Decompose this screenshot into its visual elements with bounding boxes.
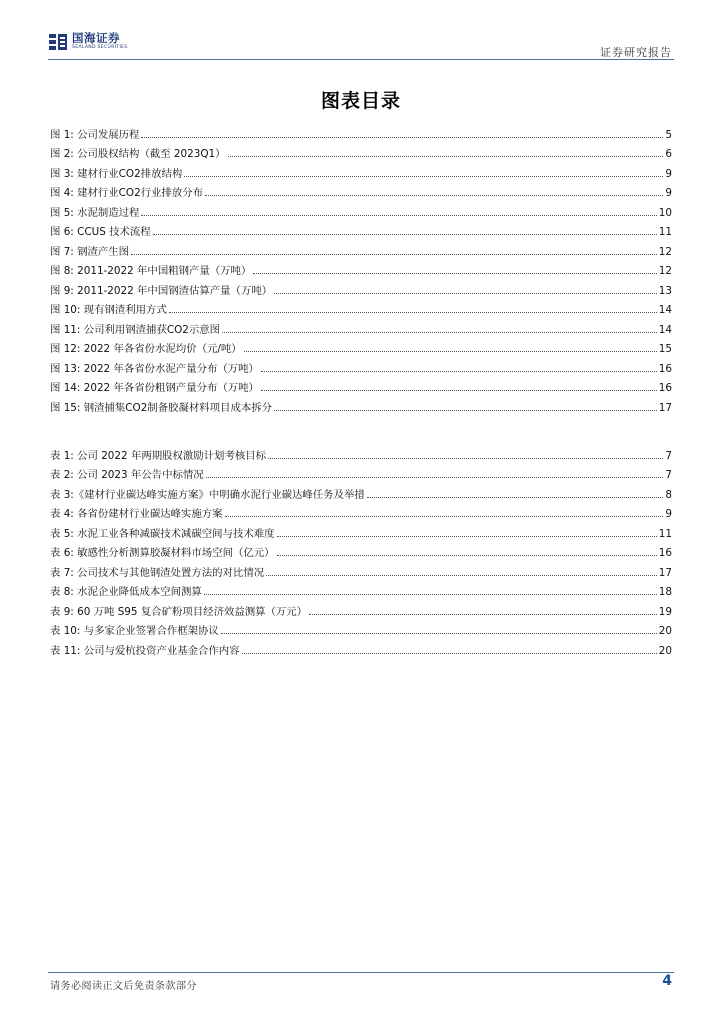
table-entry-label: 表 1: 公司 2022 年两期股权激励计划考核目标	[50, 449, 267, 462]
dot-leader	[206, 476, 664, 478]
figure-toc-entry[interactable]	[50, 297, 672, 317]
figure-entry-page: 15	[658, 343, 672, 355]
figure-entry-page: 11	[658, 226, 672, 238]
table-entry-page: 7	[665, 449, 672, 462]
table-entry-label: 表 6: 敏感性分析测算胶凝材料市场空间（亿元）	[50, 547, 275, 559]
figure-toc-entry[interactable]	[50, 180, 672, 200]
dot-leader	[266, 574, 657, 576]
dot-leader	[228, 155, 664, 157]
figure-entry-page: 17	[658, 401, 672, 414]
figure-entry-label: 图 2: 公司股权结构（截至 2023Q1）	[50, 148, 226, 160]
figure-toc-entry[interactable]	[50, 258, 672, 278]
dot-leader	[141, 136, 663, 138]
table-entry-page: 18	[658, 586, 672, 598]
table-entry-label: 表 2: 公司 2023 年公告中标情况	[50, 469, 204, 481]
dot-leader	[153, 233, 657, 235]
table-entry-label: 表 10: 与多家企业签署合作框架协议	[50, 625, 219, 637]
table-toc-entry[interactable]	[50, 462, 672, 482]
footer-divider	[48, 972, 674, 973]
table-entry-page: 8	[665, 488, 672, 501]
table-entry-page: 16	[658, 547, 672, 559]
table-entry-label: 表 11: 公司与爱杭投资产业基金合作内容	[50, 644, 240, 657]
dot-leader	[261, 389, 657, 391]
company-logo	[48, 32, 128, 52]
table-entry-page: 20	[658, 644, 672, 657]
table-entry-label: 表 9: 60 万吨 S95 复合矿粉项目经济效益测算（万元）	[50, 605, 308, 618]
table-entry-page: 17	[658, 566, 672, 579]
dot-leader	[131, 253, 657, 255]
figure-entry-label: 图 10: 现有钢渣利用方式	[50, 304, 167, 316]
dot-leader	[277, 554, 657, 556]
figure-toc-entry[interactable]	[50, 355, 672, 375]
dot-leader	[225, 515, 664, 517]
logo-chinese-name: 国海证券	[72, 30, 120, 45]
figure-entry-page: 10	[658, 206, 672, 219]
figure-entry-label: 图 8: 2011-2022 年中国粗钢产量（万吨）	[50, 265, 252, 277]
table-toc-entry[interactable]	[50, 559, 672, 579]
figure-toc-entry[interactable]	[50, 375, 672, 395]
figure-entry-label: 图 6: CCUS 技术流程	[50, 226, 151, 238]
figure-entry-label: 图 14: 2022 年各省份粗钢产量分布（万吨）	[50, 382, 259, 394]
table-entry-label: 表 5: 水泥工业各种减碳技术减碳空间与技术难度	[50, 527, 275, 540]
dot-leader	[205, 194, 663, 196]
dot-leader	[367, 496, 664, 498]
table-entry-page: 20	[658, 625, 672, 637]
dot-leader	[274, 292, 657, 294]
table-toc-entry[interactable]	[50, 598, 672, 618]
figure-entry-page: 5	[665, 128, 672, 141]
table-entry-page: 19	[658, 605, 672, 618]
figure-entry-page: 14	[658, 323, 672, 336]
dot-leader	[141, 214, 656, 216]
table-toc-entry[interactable]	[50, 501, 672, 521]
figure-toc-entry[interactable]	[50, 199, 672, 219]
figure-entry-label: 图 11: 公司利用钢渣捕获CO2示意图	[50, 323, 221, 336]
figure-entry-label: 图 1: 公司发展历程	[50, 128, 140, 141]
figure-entry-page: 9	[665, 167, 672, 180]
figure-toc-entry[interactable]	[50, 394, 672, 414]
table-entry-page: 7	[665, 469, 672, 481]
figure-toc-entry[interactable]	[50, 219, 672, 239]
dot-leader	[309, 613, 657, 615]
figure-toc-entry[interactable]	[50, 277, 672, 297]
table-entry-label: 表 4: 各省份建材行业碳达峰实施方案	[50, 508, 223, 520]
dot-leader	[222, 331, 657, 333]
figure-toc-entry[interactable]	[50, 316, 672, 336]
figure-entry-page: 16	[658, 382, 672, 394]
figure-entry-label: 图 13: 2022 年各省份水泥产量分布（万吨）	[50, 362, 259, 375]
table-toc-entry[interactable]	[50, 442, 672, 462]
report-type-label: 证券研究报告	[600, 46, 672, 59]
figure-entry-page: 14	[658, 304, 672, 316]
figure-entry-page: 9	[665, 187, 672, 199]
table-toc-entry[interactable]	[50, 520, 672, 540]
sealand-logo-icon	[48, 32, 68, 52]
figure-toc-entry[interactable]	[50, 238, 672, 258]
table-entry-label: 表 8: 水泥企业降低成本空间测算	[50, 586, 202, 598]
figure-entry-page: 16	[658, 362, 672, 375]
dot-leader	[277, 535, 657, 537]
figure-entry-label: 图 3: 建材行业CO2排放结构	[50, 167, 183, 180]
figure-entry-label: 图 4: 建材行业CO2行业排放分布	[50, 187, 204, 199]
table-toc-entry[interactable]	[50, 540, 672, 560]
figure-toc-entry[interactable]	[50, 336, 672, 356]
figure-entry-page: 6	[665, 148, 672, 160]
dot-leader	[221, 632, 657, 634]
table-entry-label: 表 3:《建材行业碳达峰实施方案》中明确水泥行业碳达峰任务及举措	[50, 488, 365, 501]
figure-list	[50, 121, 672, 414]
dot-leader	[274, 409, 657, 411]
figure-entry-label: 图 12: 2022 年各省份水泥均价（元/吨）	[50, 343, 242, 355]
page-title: 图表目录	[320, 90, 401, 112]
table-list	[50, 442, 672, 657]
table-entry-label: 表 7: 公司技术与其他钢渣处置方法的对比情况	[50, 566, 265, 579]
page-header	[48, 30, 674, 60]
disclaimer-text: 请务必阅读正文后免责条款部分	[50, 981, 197, 992]
dot-leader	[204, 593, 657, 595]
dot-leader	[169, 311, 657, 313]
dot-leader	[242, 652, 657, 654]
figure-entry-page: 12	[658, 245, 672, 258]
table-toc-entry[interactable]	[50, 618, 672, 638]
figure-entry-label: 图 5: 水泥制造过程	[50, 206, 140, 219]
figure-entry-label: 图 15: 钢渣捕集CO2制备胶凝材料项目成本拆分	[50, 401, 273, 414]
figure-entry-page: 12	[658, 265, 672, 277]
figure-toc-entry[interactable]	[50, 121, 672, 141]
dot-leader	[244, 350, 657, 352]
dot-leader	[184, 175, 663, 177]
table-entry-page: 11	[658, 527, 672, 540]
page-number: 4	[662, 973, 672, 989]
table-entry-page: 9	[665, 508, 672, 520]
figure-entry-label: 图 7: 钢渣产生图	[50, 245, 130, 258]
table-toc-entry[interactable]	[50, 481, 672, 501]
figure-toc-entry[interactable]	[50, 141, 672, 161]
figure-entry-label: 图 9: 2011-2022 年中国钢渣估算产量（万吨）	[50, 284, 273, 297]
table-toc-entry[interactable]	[50, 637, 672, 657]
logo-english-name: SEALAND SECURITIES	[72, 45, 128, 51]
figure-entry-page: 13	[658, 284, 672, 297]
dot-leader	[261, 370, 657, 372]
dot-leader	[268, 457, 663, 459]
header-divider	[48, 59, 674, 60]
table-toc-entry[interactable]	[50, 579, 672, 599]
dot-leader	[253, 272, 656, 274]
figure-toc-entry[interactable]	[50, 160, 672, 180]
